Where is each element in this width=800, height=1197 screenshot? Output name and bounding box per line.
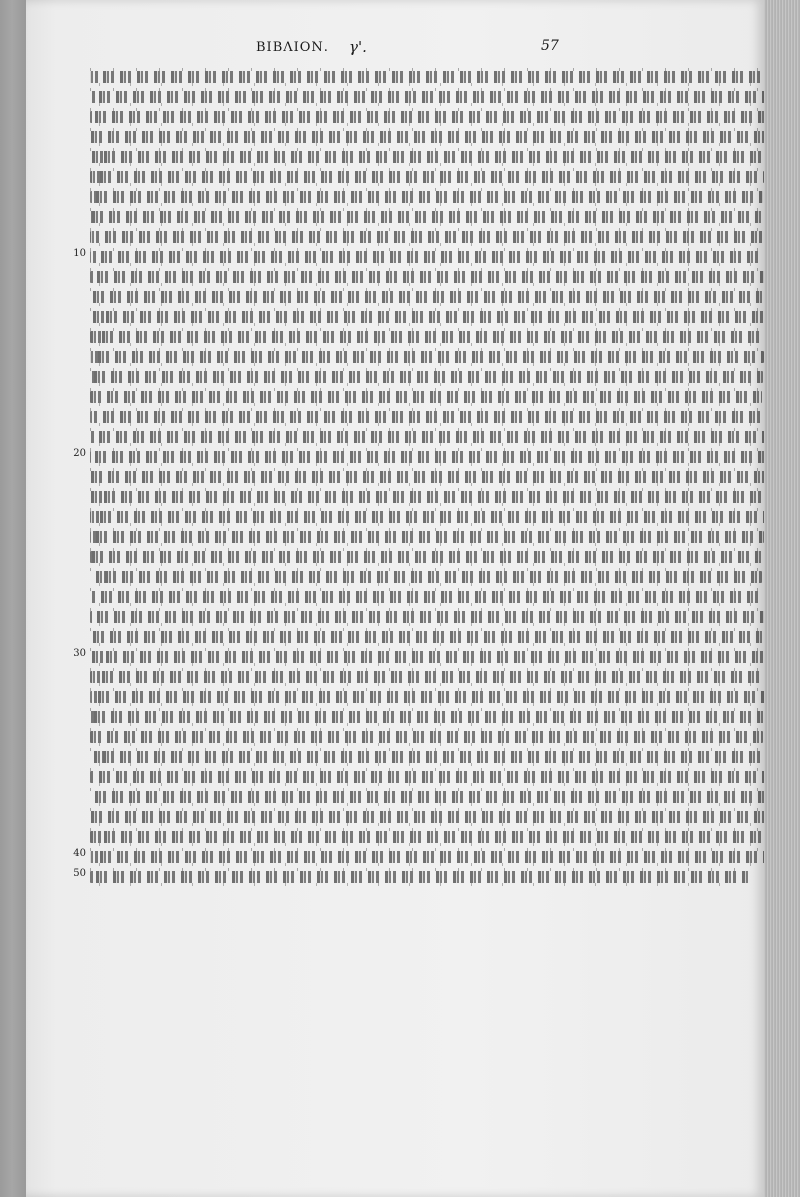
greek-text-stroke [90,391,762,403]
greek-text-stroke [90,431,769,443]
text-line [66,306,782,326]
greek-text-stroke [90,871,750,883]
text-line [66,86,782,106]
text-line [66,786,782,806]
greek-text-stroke [90,451,768,463]
greek-text-stroke [90,711,764,723]
greek-text-stroke [90,351,764,363]
greek-text-stroke [90,851,766,863]
text-line [66,286,782,306]
text-line [66,606,782,626]
text-line [66,406,782,426]
text-line [66,766,782,786]
text-line [66,646,782,666]
running-title: BIBΛΙΟΝ. [256,40,329,55]
text-line [66,206,782,226]
greek-text-stroke [90,291,767,303]
greek-text-stroke [90,671,766,683]
text-line [66,266,782,286]
text-line [66,826,782,846]
greek-text-stroke [90,591,770,603]
greek-text-stroke [90,151,765,163]
text-line [66,446,782,466]
text-line [66,386,782,406]
text-line [66,686,782,706]
margin-line-number: 20 [73,448,86,459]
greek-text-stroke [90,371,763,383]
greek-text-stroke [90,191,763,203]
text-line [66,746,782,766]
greek-text-stroke [90,811,768,823]
greek-text-stroke [90,251,769,263]
greek-text-stroke [90,571,762,583]
text-line [66,626,782,646]
text-line [66,126,782,146]
text-line [66,166,782,186]
text-line [66,566,782,586]
running-header [256,40,596,62]
text-line [66,466,782,486]
greek-text-stroke [90,411,770,423]
greek-text-stroke [90,71,769,83]
text-line [66,426,782,446]
text-line [66,806,782,826]
text-line [66,726,782,746]
text-line [66,246,782,266]
text-line [66,186,782,206]
greek-text-stroke [90,91,768,103]
greek-text-block [66,66,782,886]
greek-text-stroke [90,131,766,143]
text-line [66,546,782,566]
greek-text-stroke [90,611,769,623]
text-line [66,586,782,606]
margin-line-number: 50 [73,868,86,879]
greek-text-stroke [90,171,764,183]
greek-text-stroke [90,111,767,123]
greek-text-stroke [90,271,768,283]
margin-line-number: 10 [73,248,86,259]
text-line [66,346,782,366]
text-line [66,366,782,386]
greek-text-stroke [90,211,762,223]
greek-text-stroke [90,791,769,803]
greek-text-stroke [90,771,770,783]
greek-text-stroke [90,511,765,523]
text-line [66,486,782,506]
text-line [66,706,782,726]
margin-line-number: 40 [73,848,86,859]
greek-text-stroke [90,491,766,503]
greek-text-stroke [90,691,765,703]
greek-text-stroke [90,731,763,743]
text-line [66,106,782,126]
greek-text-stroke [90,311,766,323]
greek-text-stroke [90,631,768,643]
greek-text-stroke [90,831,767,843]
greek-text-stroke [90,471,767,483]
margin-line-number: 30 [73,648,86,659]
text-line [66,666,782,686]
text-line [66,846,782,866]
greek-text-stroke [90,551,763,563]
text-line [66,326,782,346]
text-line [66,66,782,86]
text-line [66,506,782,526]
greek-text-stroke [90,751,762,763]
text-line [66,146,782,166]
book-number: γ'. [349,38,367,56]
page-number: 57 [541,38,559,54]
greek-text-stroke [90,231,770,243]
text-line [66,526,782,546]
greek-text-stroke [90,651,767,663]
page-edges [764,0,800,1197]
text-line [66,866,782,886]
greek-text-stroke [90,331,765,343]
book-page [26,0,764,1197]
greek-text-stroke [90,531,764,543]
text-line [66,226,782,246]
